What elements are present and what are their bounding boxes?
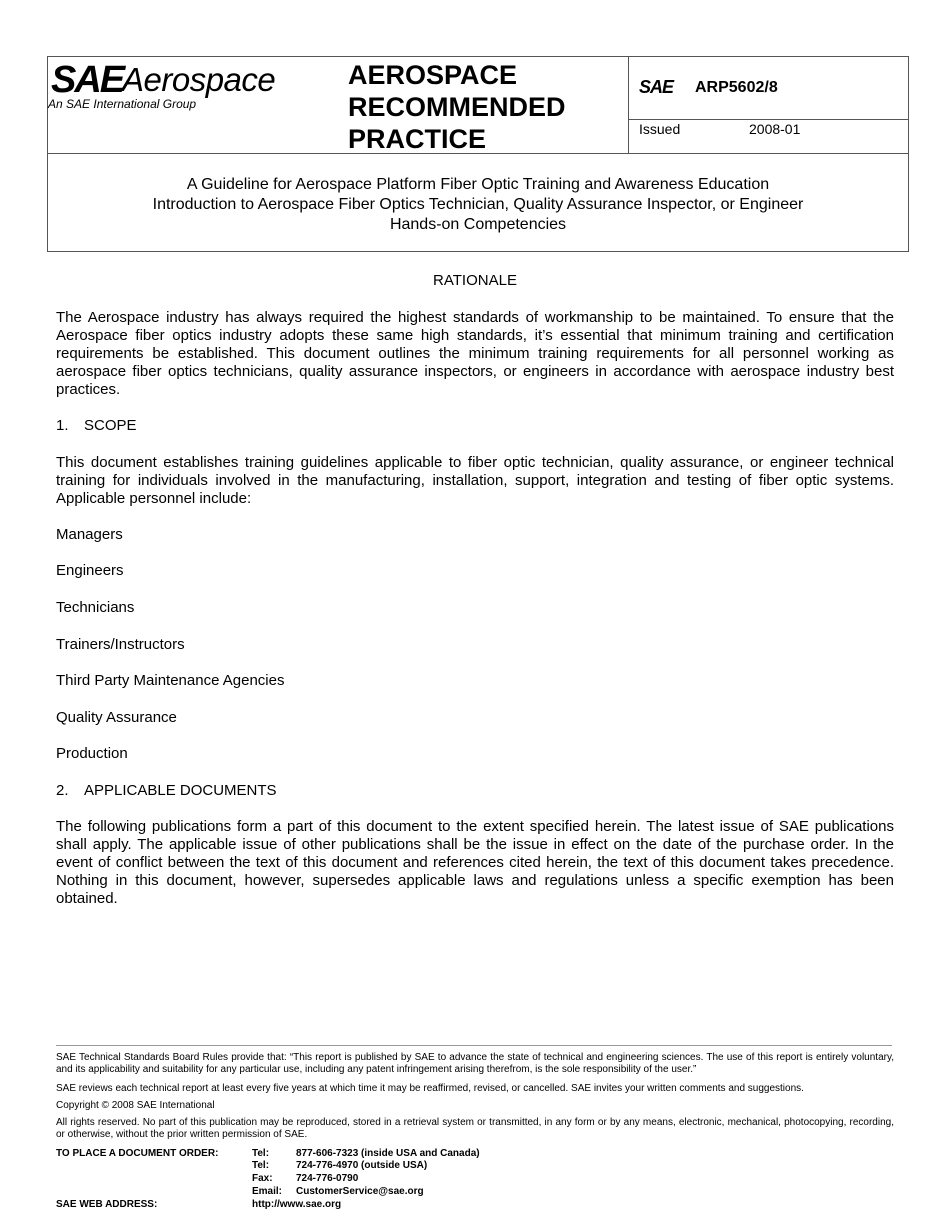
footer-copyright: Copyright © 2008 SAE International <box>56 1100 215 1111</box>
document-number: ARP5602/8 <box>695 79 778 96</box>
section-1-number: 1. <box>56 417 69 434</box>
title-line-1: A Guideline for Aerospace Platform Fiber Optic Training and Awareness Education <box>186 176 770 193</box>
section-2-heading <box>56 782 894 800</box>
contact-email[interactable]: CustomerService@sae.org <box>296 1186 424 1197</box>
doc-type-line-1: AEROSPACE <box>348 60 518 90</box>
contact-value: 877-606-7323 (inside USA and Canada) <box>296 1148 480 1159</box>
title-line-3: Hands-on Competencies <box>389 216 567 233</box>
footer-rules: SAE Technical Standards Board Rules provide that: “This report is published by SAE to advance the state of technical and engineering sciences. The use of this report is entirely voluntary, and its applicability and suitability for any particular use, including any patent infringement arising therefrom, is the sole responsibility of the user.” <box>56 1052 894 1075</box>
scope-paragraph: This document establishes training guidelines applicable to fiber optic technician, quality assurance, or engineer technical training for individuals involved in the manufacturing, installation, support, integration and testing of fiber optic systems. Applicable personnel include: <box>56 454 894 507</box>
doc-number-cell <box>629 57 909 120</box>
header-top-row <box>48 57 908 154</box>
section-1-heading <box>56 417 894 435</box>
doc-type-line-2: RECOMMENDED <box>348 92 566 122</box>
doc-type-line-3: PRACTICE <box>348 124 487 154</box>
section-2-title: APPLICABLE DOCUMENTS <box>84 782 277 799</box>
document-type <box>348 59 628 155</box>
rationale-paragraph: The Aerospace industry has always required the highest standards of workmanship to be maintained. To ensure that the Aerospace fiber optics industry adopts these same high standards, it’s essential that minimum training and certification requirements be established. This document outlines the minimum training requirements for all personnel working as aerospace fiber optics technicians, quality assurance inspectors, or engineers in accordance with aerospace industry best practices. <box>56 309 894 398</box>
rationale-heading: RATIONALE <box>433 272 517 289</box>
personnel-item: Quality Assurance <box>56 709 177 726</box>
logo-brand: SAE <box>51 59 124 101</box>
logo-tagline: An SAE International Group <box>48 97 197 111</box>
footer-review: SAE reviews each technical report at least every five years at which time it may be reaffirmed, revised, or cancelled. SAE invites your written comments and suggestions. <box>56 1083 804 1094</box>
sae-small-logo: SAE <box>639 77 674 97</box>
order-label: TO PLACE A DOCUMENT ORDER: <box>56 1148 219 1159</box>
section-1-title: SCOPE <box>84 417 137 434</box>
footer-rights: All rights reserved. No part of this publication may be reproduced, stored in a retrieval system or transmitted, in any form or by any means, electronic, mechanical, photocopying, recording, or otherwise, without the prior written permission of SAE. <box>56 1117 894 1140</box>
personnel-item: Technicians <box>56 599 135 616</box>
document-title <box>48 175 908 235</box>
contact-value: 724-776-4970 (outside USA) <box>296 1160 428 1171</box>
personnel-item: Managers <box>56 526 123 543</box>
web-label: SAE WEB ADDRESS: <box>56 1199 158 1210</box>
logo-name: Aerospace <box>122 61 276 98</box>
document-id-cell <box>628 57 908 154</box>
personnel-item: Trainers/Instructors <box>56 636 185 653</box>
applicable-documents-paragraph: The following publications form a part of this document to the extent specified herein. The latest issue of SAE publications shall apply. The applicable issue of other publications shall be the issue in effect on the date of the purchase order. In the event of conflict between the text of this document and references cited herein, the text of this document takes precedence. Nothing in this document, however, supersedes applicable laws and regulations unless a specific exemption has been obtained. <box>56 818 894 907</box>
contact-label: Tel: <box>252 1148 270 1159</box>
sae-aerospace-logo <box>48 57 338 154</box>
web-address-link[interactable]: http://www.sae.org <box>252 1199 342 1210</box>
section-2-number: 2. <box>56 782 69 799</box>
personnel-item: Third Party Maintenance Agencies <box>56 672 285 689</box>
issued-label: Issued <box>639 121 681 137</box>
contact-value: 724-776-0790 <box>296 1173 359 1184</box>
issued-date: 2008-01 <box>749 121 801 137</box>
contact-label: Email: <box>252 1186 283 1197</box>
title-line-2: Introduction to Aerospace Fiber Optics Technician, Quality Assurance Inspector, or Engineer <box>152 196 804 213</box>
contact-label: Tel: <box>252 1160 270 1171</box>
contact-label: Fax: <box>252 1173 273 1184</box>
personnel-item: Production <box>56 745 128 762</box>
document-header <box>47 56 909 252</box>
footer-divider <box>56 1045 892 1046</box>
personnel-item: Engineers <box>56 562 124 579</box>
